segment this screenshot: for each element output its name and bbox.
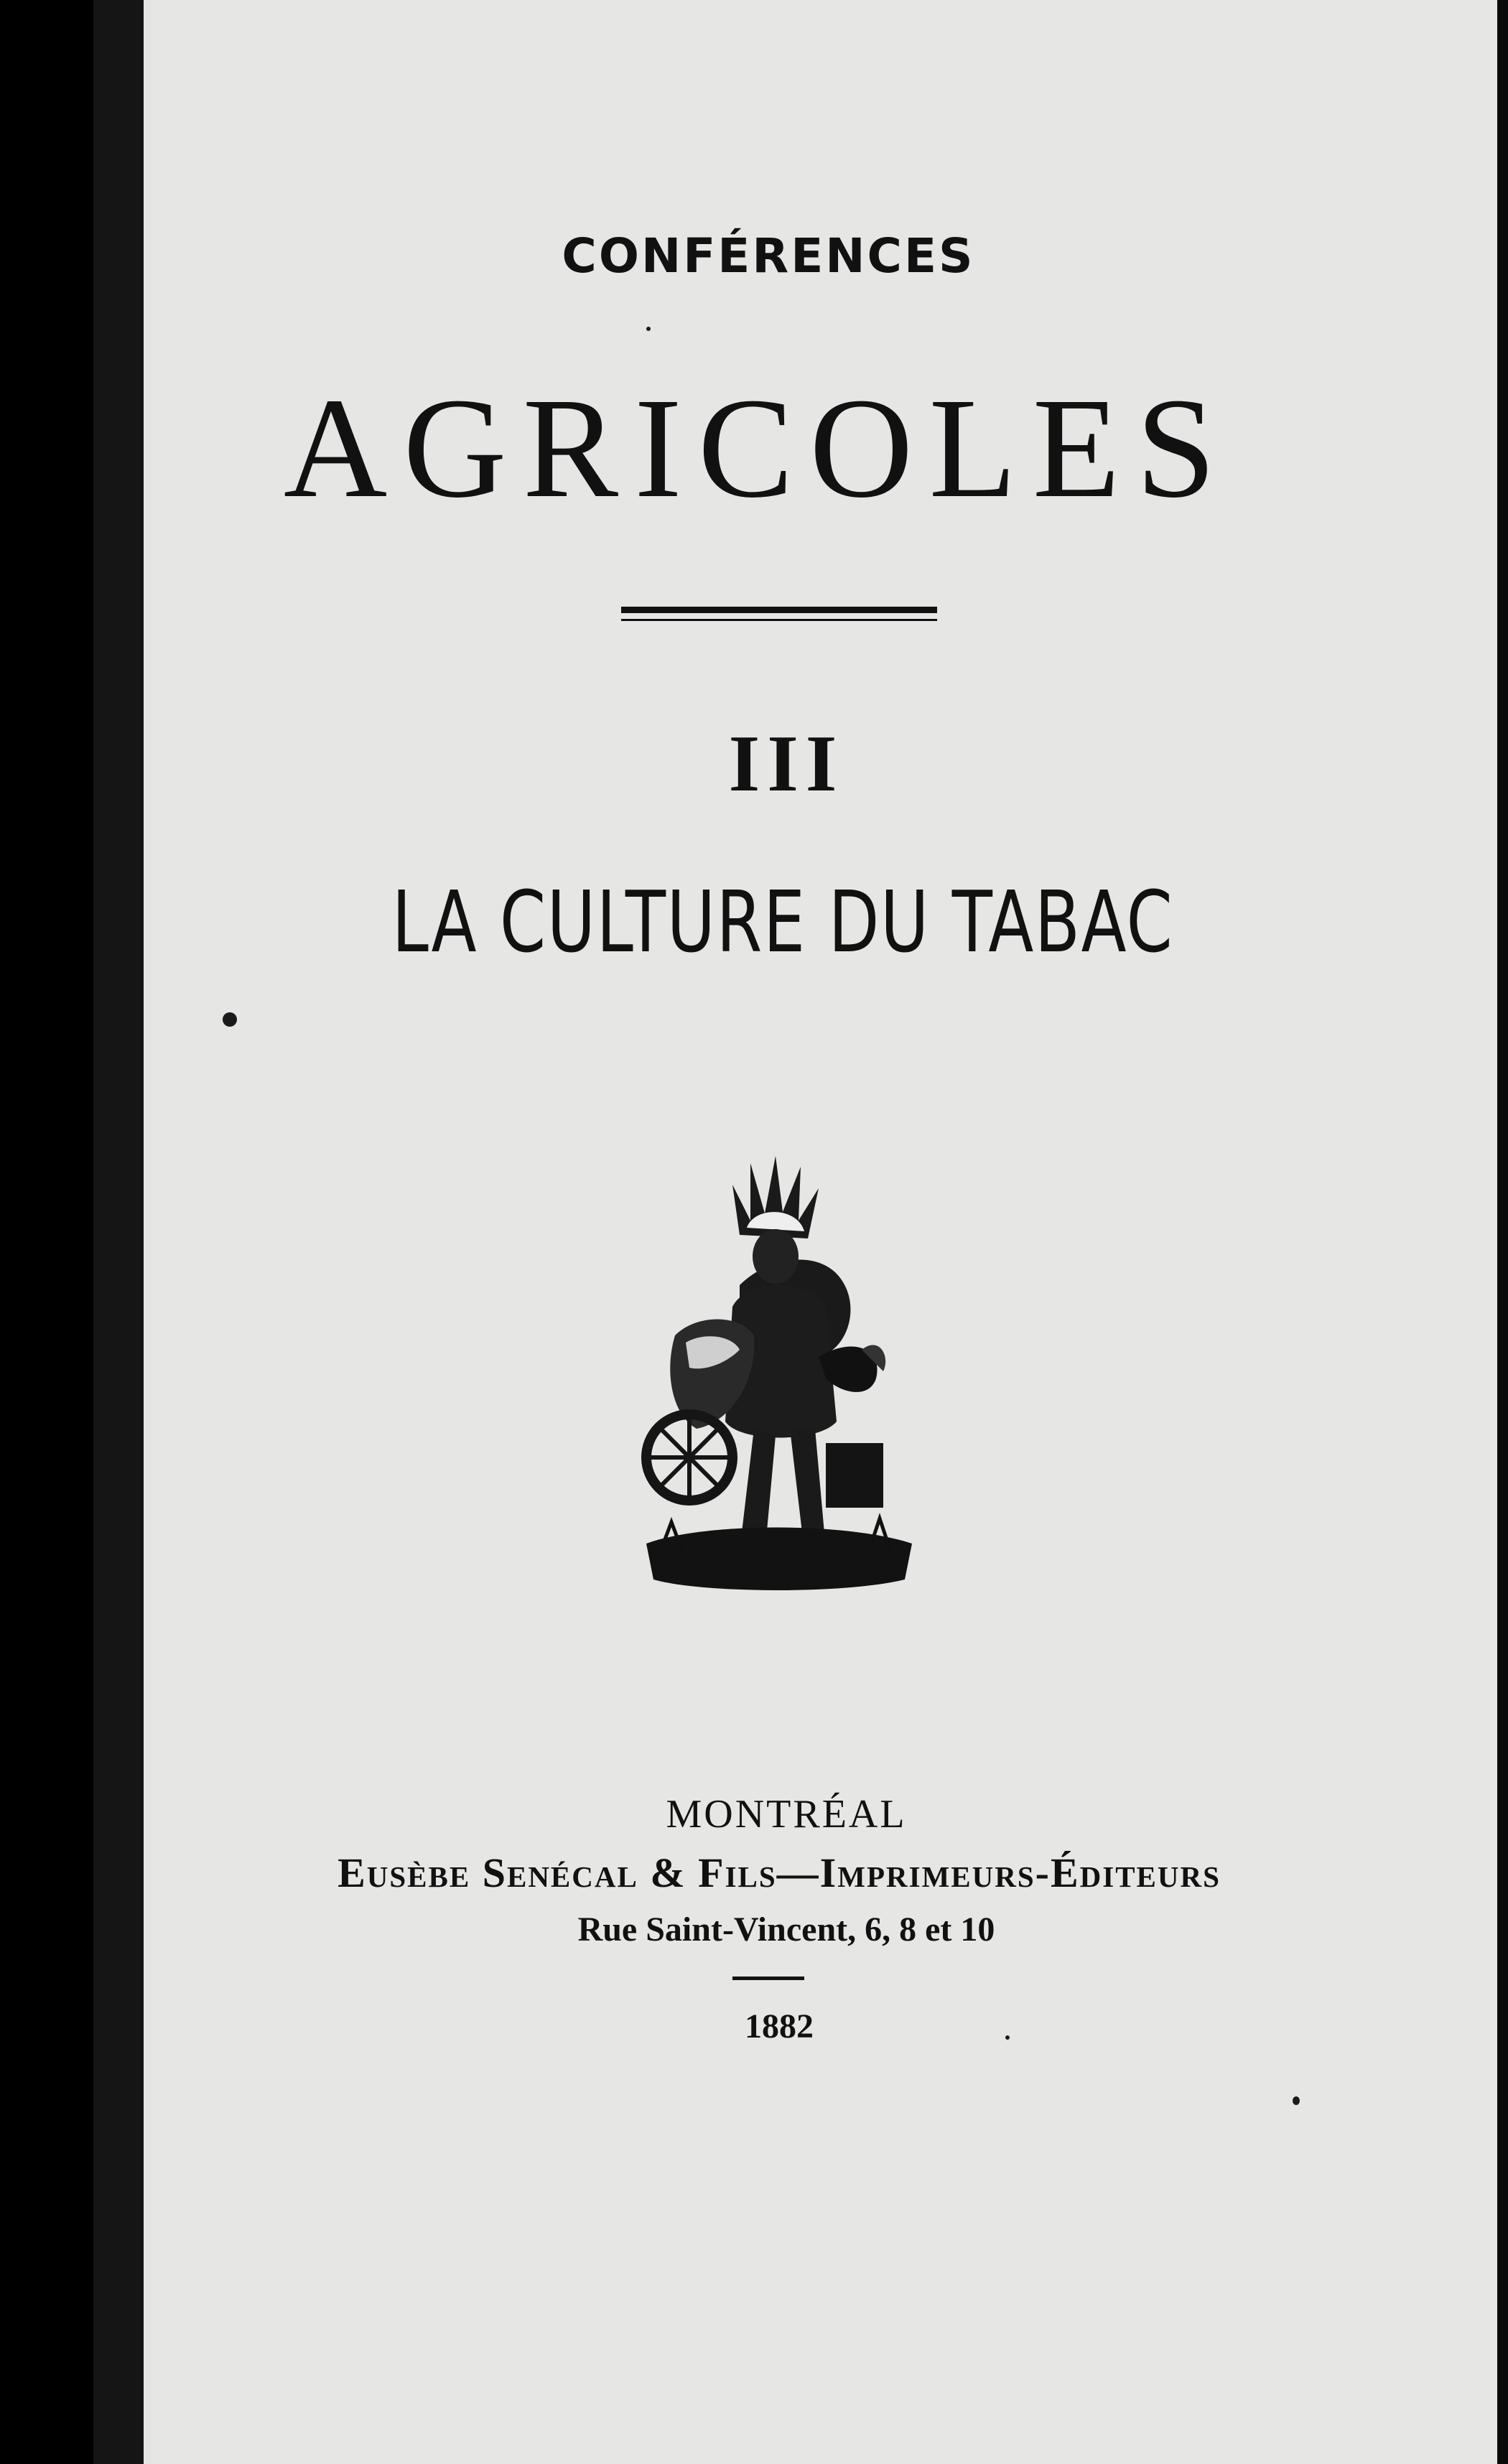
series-title-main: AGRICOLES <box>283 369 1232 528</box>
series-title: CONFÉRENCES <box>562 228 975 284</box>
title-rule-thin <box>621 619 937 621</box>
title-rule <box>621 607 937 613</box>
imprint-city: MONTRÉAL <box>666 1792 907 1837</box>
book-title: LA CULTURE DU TABAC <box>391 872 1174 971</box>
imprint-publisher: Eusèbe Senécal & Fils—Imprimeurs-Éditeurs <box>338 1849 1221 1896</box>
scan-left-edge <box>93 0 144 2464</box>
imprint-rule <box>732 1977 804 1980</box>
imprint-address: Rue Saint-Vincent, 6, 8 et 10 <box>577 1910 995 1949</box>
ink-speck <box>223 1012 237 1027</box>
ink-speck <box>646 327 651 331</box>
scan-right-edge <box>1497 0 1508 2464</box>
ink-speck <box>1293 2096 1300 2105</box>
volume-number: III <box>728 719 844 808</box>
imprint-year: 1882 <box>745 2007 814 2045</box>
allegorical-farmer-with-tobacco-engraving-icon <box>632 1120 919 1594</box>
